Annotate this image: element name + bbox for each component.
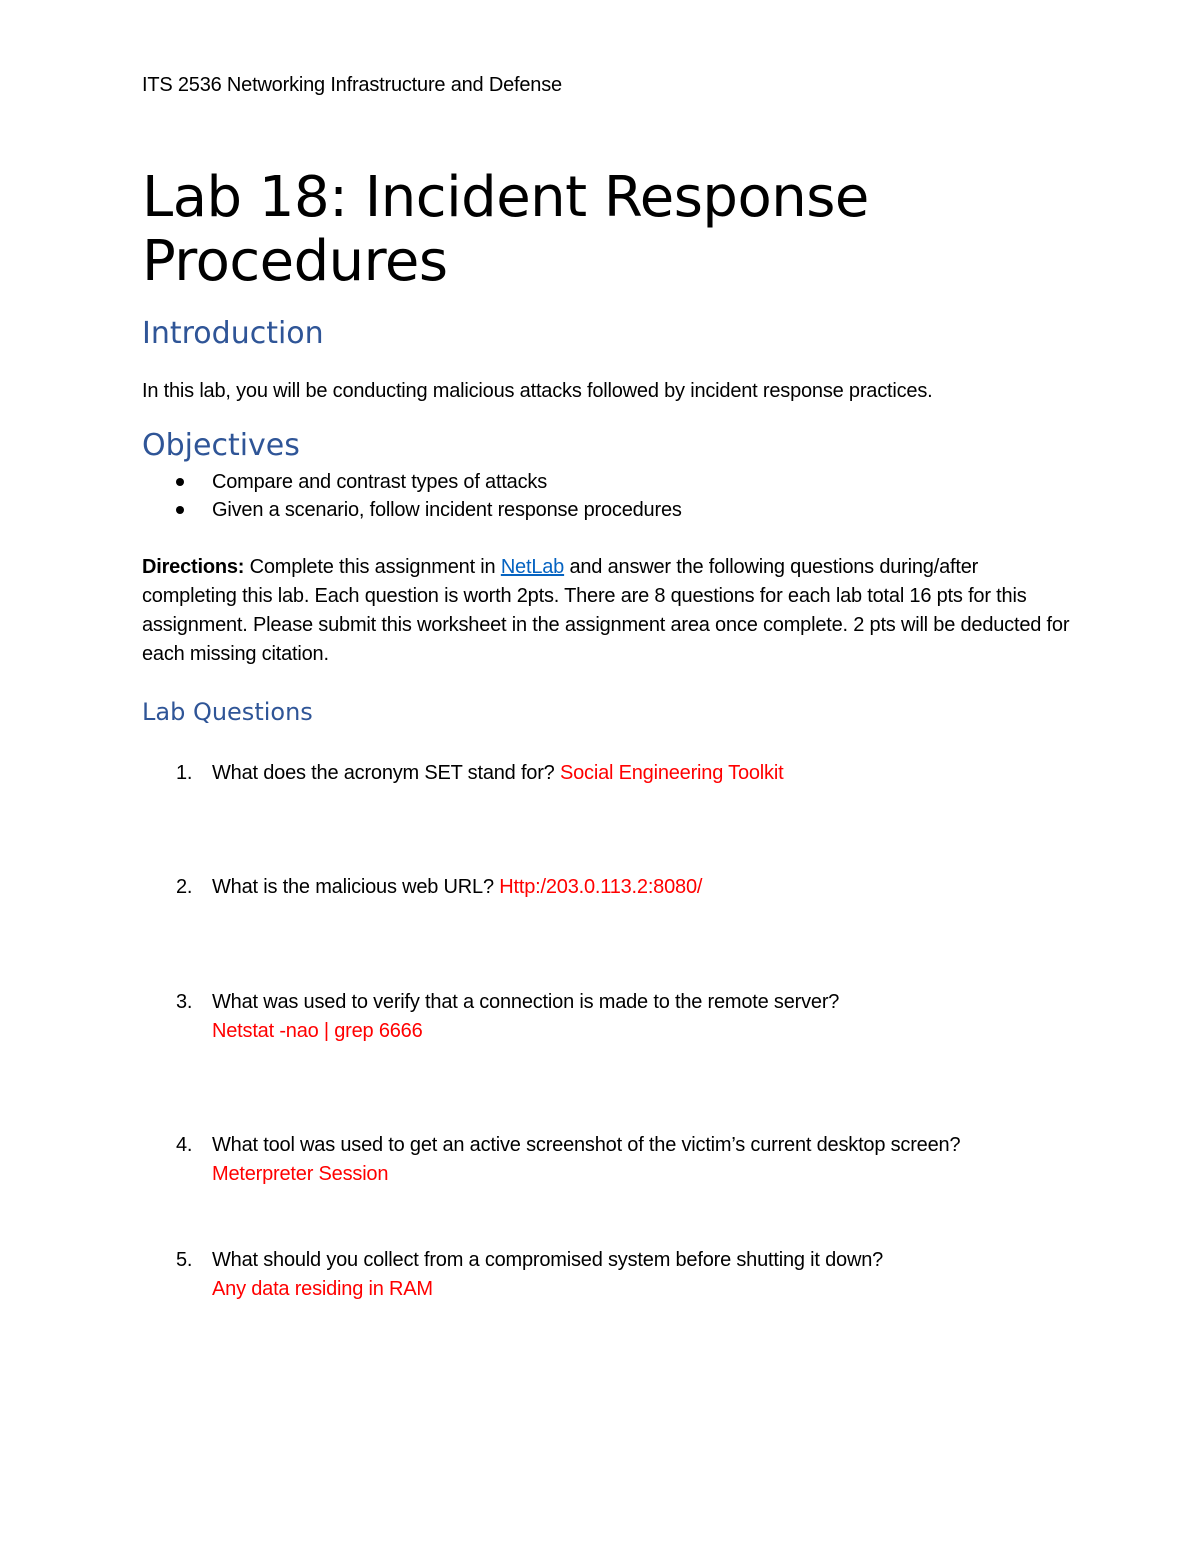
objectives-list [142, 468, 682, 524]
answer-text: Netstat -nao | grep 6666 [212, 1020, 423, 1042]
title-line-2: Procedures [142, 229, 448, 294]
directions-label: Directions: [142, 556, 245, 578]
question-5 [142, 1246, 1072, 1304]
answer-text: Meterpreter Session [212, 1163, 389, 1185]
answer-text: Social Engineering Toolkit [559, 762, 784, 784]
bullet-icon [176, 478, 184, 486]
objective-item [142, 496, 682, 524]
question-number: 1. [176, 762, 193, 784]
question-text: What is the malicious web URL? [212, 876, 494, 898]
introduction-heading: Introduction [142, 316, 324, 351]
question-text: What tool was used to get an active screenshot of the victim’s current desktop screen? [212, 1134, 961, 1156]
question-2 [142, 873, 1072, 902]
objectives-heading: Objectives [142, 428, 300, 463]
question-number: 3. [176, 991, 193, 1013]
course-header: ITS 2536 Networking Infrastructure and Defense [142, 74, 562, 96]
question-text: What does the acronym SET stand for? [212, 762, 555, 784]
directions-paragraph [142, 553, 1072, 669]
question-number: 5. [176, 1249, 193, 1271]
directions-before-link: Complete this assignment in [244, 556, 501, 578]
objective-item [142, 468, 682, 496]
objective-text: Given a scenario, follow incident response procedures [212, 499, 682, 521]
introduction-text: In this lab, you will be conducting malicious attacks followed by incident response practices. [142, 380, 933, 402]
question-3 [142, 988, 1072, 1046]
answer-text: Http:/203.0.113.2:8080/ [499, 876, 703, 898]
question-1 [142, 759, 1072, 788]
answer-text: Any data residing in RAM [212, 1278, 433, 1300]
question-4 [142, 1131, 1072, 1189]
directions-after-link: and answer the following questions during/after completing this lab. Each question is worth 2pts. There are 8 questions for each lab total 16 pts for this assignment. Please submit this worksheet in the assignment area once complete. 2 pts will be deducted for each missing citation. [142, 556, 1070, 665]
question-number: 2. [176, 876, 193, 898]
netlab-link[interactable]: NetLab [500, 556, 565, 578]
objective-text: Compare and contrast types of attacks [212, 471, 547, 493]
question-number: 4. [176, 1134, 193, 1156]
question-text: What was used to verify that a connection is made to the remote server? [212, 991, 840, 1013]
lab-questions-heading: Lab Questions [142, 698, 313, 726]
title-line-1: Lab 18: Incident Response [142, 165, 869, 230]
bullet-icon [176, 506, 184, 514]
page-title [142, 166, 1102, 294]
question-text: What should you collect from a compromised system before shutting it down? [212, 1249, 884, 1271]
